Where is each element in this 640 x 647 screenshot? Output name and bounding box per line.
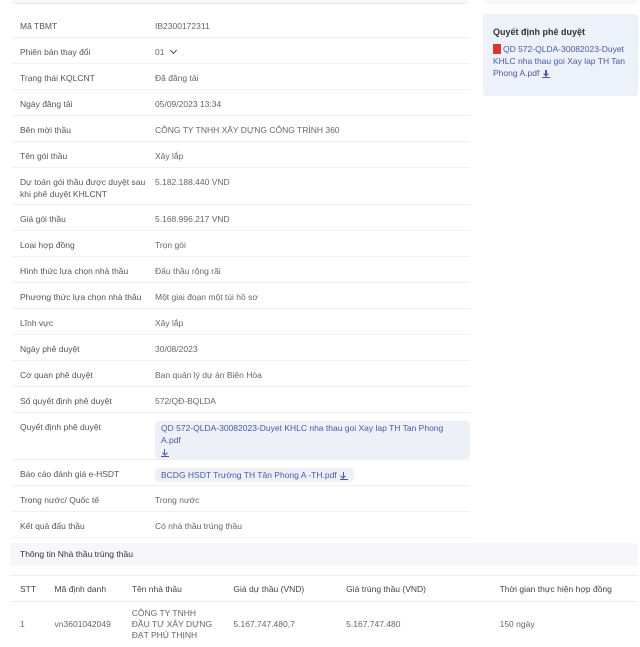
download-icon[interactable] <box>542 70 550 78</box>
pdf-icon <box>493 44 501 54</box>
table-cell: 5.167.747.480 <box>336 602 489 647</box>
info-label: Báo cáo đánh giá e-HSDT <box>12 468 155 485</box>
info-label: Bên mời thầu <box>12 124 155 141</box>
info-value: Đấu thầu rộng rãi <box>155 265 470 282</box>
info-value: Xây lắp <box>155 317 470 334</box>
info-value: Đã đăng tải <box>155 72 470 89</box>
file-link[interactable] <box>155 468 354 482</box>
approval-panel-title: Quyết định phê duyệt <box>493 27 628 37</box>
file-link[interactable] <box>155 421 470 459</box>
top-card-edge <box>12 0 468 4</box>
info-label: Ngày đăng tải <box>12 98 155 115</box>
info-row <box>12 116 470 142</box>
info-label: Phương thức lựa chọn nhà thầu <box>12 291 155 308</box>
table-cell: vn3601042049 <box>45 602 122 647</box>
info-row <box>12 231 470 257</box>
info-row <box>12 142 470 168</box>
info-label: Phiên bản thay đổi <box>12 46 155 63</box>
info-row <box>12 486 470 512</box>
winner-section-title: Thông tin Nhà thầu trúng thầu <box>10 543 638 566</box>
info-label: Dự toán gói thầu được duyệt sau khi phê duyệt KHLCNT <box>12 176 155 204</box>
info-label: Loại hợp đồng <box>12 239 155 256</box>
info-value: CÔNG TY TNHH XÂY DỰNG CÔNG TRÌNH 360 <box>155 124 470 141</box>
info-label: Cơ quan phê duyệt <box>12 369 155 386</box>
winner-table <box>10 575 638 647</box>
info-row <box>12 309 470 335</box>
table-cell: 5.167.747.480,7 <box>223 602 336 647</box>
info-value: 30/08/2023 <box>155 343 470 360</box>
info-value: 572/QĐ-BQLDA <box>155 395 470 412</box>
info-label: Quyết định phê duyệt <box>12 421 155 459</box>
info-label: Mã TBMT <box>12 20 155 37</box>
info-value: Có nhà thầu trúng thầu <box>155 520 470 537</box>
approval-file-link[interactable] <box>493 43 628 79</box>
table-cell: CÔNG TY TNHH ĐẦU TƯ XÂY DỰNG ĐẠT PHÚ THỊNH <box>122 602 224 647</box>
info-value <box>155 46 470 63</box>
info-value: Trong nước <box>155 494 470 511</box>
column-header: Tên nhà thầu <box>122 576 224 602</box>
info-row <box>12 283 470 309</box>
info-row <box>12 168 470 205</box>
info-row <box>12 205 470 231</box>
column-header: Thời gian thực hiện hợp đồng <box>490 576 638 602</box>
info-value <box>155 421 470 459</box>
column-header: STT <box>10 576 45 602</box>
info-row <box>12 512 470 538</box>
info-value: Ban quản lý dự án Biên Hòa <box>155 369 470 386</box>
info-row <box>12 64 470 90</box>
column-header: Giá trúng thầu (VND) <box>336 576 489 602</box>
info-value: Một giai đoạn một túi hồ sơ <box>155 291 470 308</box>
info-row <box>12 413 470 460</box>
info-label: Số quyết định phê duyệt <box>12 395 155 412</box>
info-label: Hình thức lựa chọn nhà thầu <box>12 265 155 282</box>
file-name[interactable]: BCDG HSDT Trường TH Tân Phong A -TH.pdf <box>161 470 337 480</box>
info-label: Tên gói thầu <box>12 150 155 167</box>
info-value: Xây lắp <box>155 150 470 167</box>
info-label: Lĩnh vực <box>12 317 155 334</box>
info-label: Trạng thái KQLCNT <box>12 72 155 89</box>
info-row <box>12 335 470 361</box>
table-row <box>10 602 638 647</box>
info-row <box>12 257 470 283</box>
info-table <box>12 12 470 538</box>
info-row <box>12 12 470 38</box>
approval-file-name[interactable]: QD 572-QLDA-30082023-Duyet KHLC nha thau goi Xay lap TH Tan Phong A.pdf <box>493 44 625 78</box>
info-row <box>12 90 470 116</box>
column-header: Mã định danh <box>45 576 122 602</box>
info-value: 05/09/2023 13:34 <box>155 98 470 115</box>
column-header: Giá dự thầu (VND) <box>223 576 336 602</box>
info-value: Trọn gói <box>155 239 470 256</box>
info-row <box>12 361 470 387</box>
info-label: Kết quả đấu thầu <box>12 520 155 537</box>
version-select[interactable]: 01 <box>155 47 164 57</box>
info-row <box>12 387 470 413</box>
info-value: 5.182.188.440 VND <box>155 176 470 204</box>
info-row <box>12 460 470 486</box>
approval-panel <box>483 14 638 96</box>
info-value: IB2300172311 <box>155 20 470 37</box>
download-icon[interactable] <box>340 472 348 480</box>
info-value: 5.168.996.217 VND <box>155 213 470 230</box>
table-cell: 1 <box>10 602 45 647</box>
info-value <box>155 468 470 485</box>
info-row <box>12 38 470 64</box>
info-label: Giá gói thầu <box>12 213 155 230</box>
side-card-edge <box>483 0 638 4</box>
chevron-down-icon[interactable] <box>170 47 177 54</box>
table-cell: 150 ngày <box>490 602 638 647</box>
file-name[interactable]: QD 572-QLDA-30082023-Duyet KHLC nha thau goi Xay lap TH Tan Phong A.pdf <box>161 423 443 445</box>
info-label: Trong nước/ Quốc tế <box>12 494 155 511</box>
info-label: Ngày phê duyệt <box>12 343 155 360</box>
download-icon[interactable] <box>161 449 169 457</box>
